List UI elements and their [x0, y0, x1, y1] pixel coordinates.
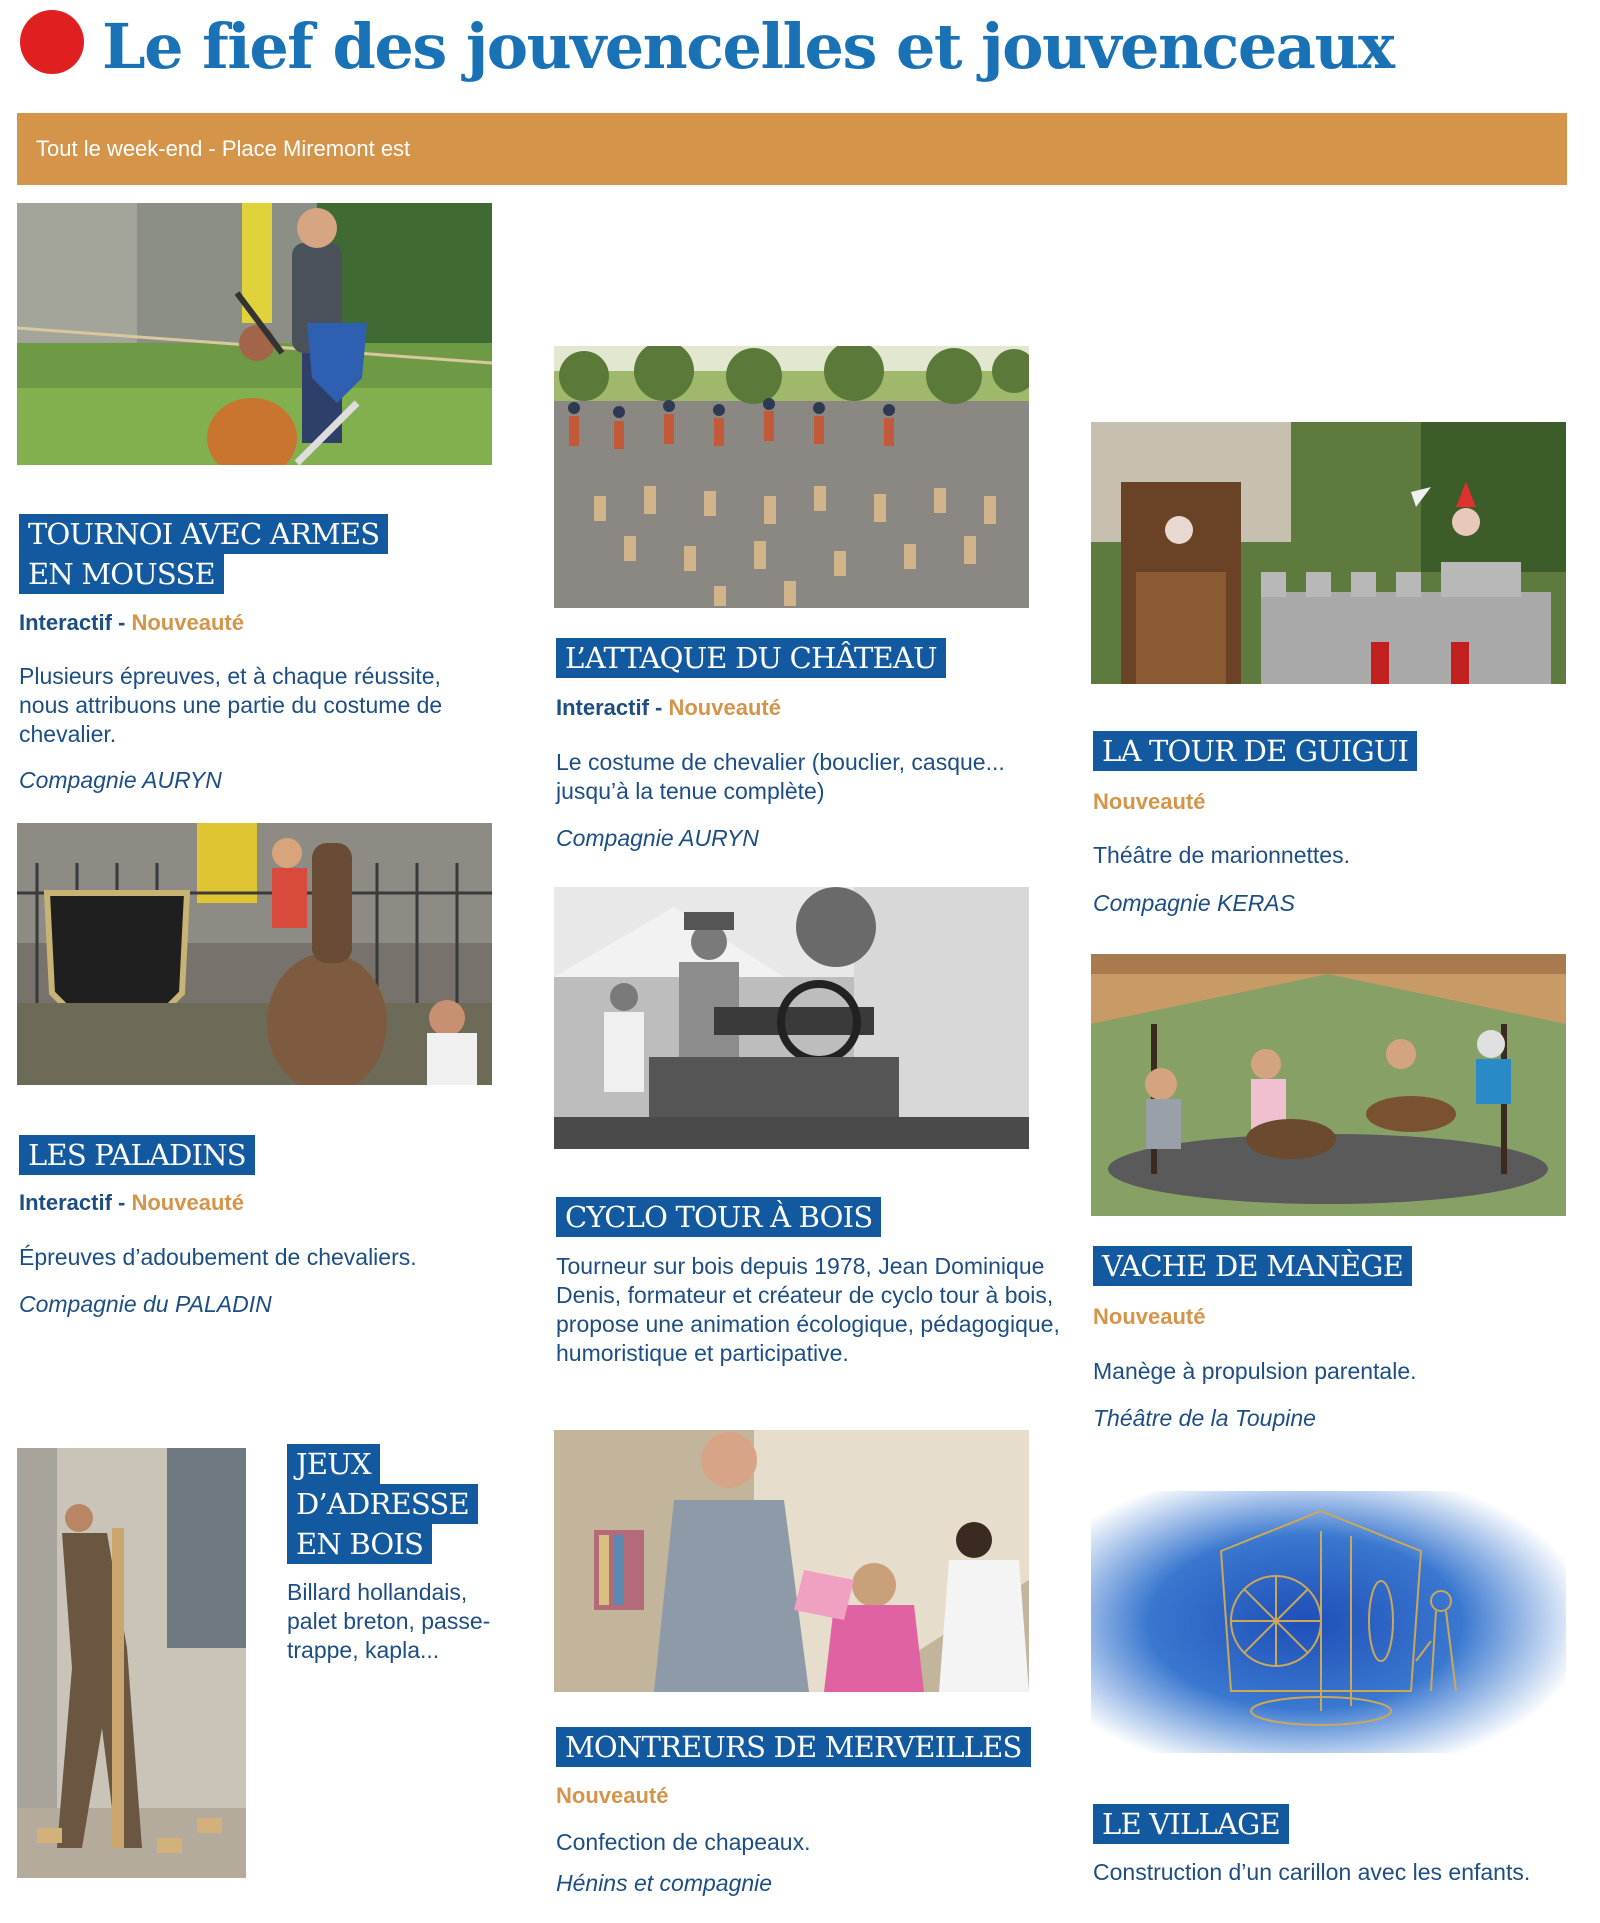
guigui-title: LA TOUR DE GUIGUI — [1093, 731, 1417, 771]
vache-photo — [1091, 954, 1566, 1216]
attaque-tags: Interactif - Nouveauté — [556, 695, 781, 720]
schedule-banner: Tout le week-end - Place Miremont est — [17, 113, 1567, 185]
guigui-company: Compagnie KERAS — [1093, 890, 1295, 916]
cyclo-description: Tourneur sur bois depuis 1978, Jean Dominique Denis, formateur et créateur de cyclo tour à bois, propose une animation écologique, pédagogique, humoristique et participative. — [556, 1253, 1060, 1366]
montreurs-company: Hénins et compagnie — [556, 1870, 773, 1896]
paladins-photo — [17, 823, 492, 1085]
attaque-description: Le costume de chevalier (bouclier, casque... jusqu’à la tenue complète) — [556, 749, 1005, 804]
tournoi-description: Plusieurs épreuves, et à chaque réussite, nous attribuons une partie du costume de chevalier. — [19, 663, 443, 747]
interactif-tag: Interactif — [19, 610, 112, 635]
montreurs-description: Confection de chapeaux. — [556, 1829, 811, 1855]
attaque-title: L’ATTAQUE DU CHÂTEAU — [556, 638, 946, 678]
interactif-tag: Interactif — [556, 695, 649, 720]
guigui-description: Théâtre de marionnettes. — [1093, 842, 1350, 868]
attaque-company: Compagnie AURYN — [556, 825, 759, 851]
village-title: LE VILLAGE — [1093, 1804, 1289, 1844]
tournoi-photo — [17, 203, 492, 465]
tournoi-tags: Interactif - Nouveauté — [19, 610, 244, 635]
nouveaute-tag: Nouveauté — [131, 1190, 244, 1215]
interactif-tag: Interactif — [19, 1190, 112, 1215]
page-title: Le fief des jouvencelles et jouvenceaux — [102, 10, 1394, 83]
cyclo-photo — [554, 887, 1029, 1149]
jeux-photo — [17, 1448, 246, 1878]
village-description: Construction d’un carillon avec les enfants. — [1093, 1859, 1531, 1885]
nouveaute-tag: Nouveauté — [668, 695, 781, 720]
tournoi-title: TOURNOI AVEC ARMES EN MOUSSE — [19, 514, 388, 594]
nouveaute-tag: Nouveauté — [1093, 1304, 1206, 1329]
red-dot-icon — [20, 10, 84, 74]
jeux-description: Billard hollandais, palet breton, passe-trappe, kapla... — [287, 1579, 491, 1663]
nouveaute-tag: Nouveauté — [556, 1783, 669, 1808]
guigui-tags — [1093, 789, 1205, 815]
paladins-company: Compagnie du PALADIN — [19, 1291, 272, 1317]
village-illustration — [1091, 1491, 1566, 1753]
guigui-photo — [1091, 422, 1566, 684]
tournoi-company: Compagnie AURYN — [19, 767, 222, 793]
montreurs-tags — [556, 1783, 668, 1809]
montreurs-photo — [554, 1430, 1029, 1692]
paladins-title: LES PALADINS — [19, 1135, 255, 1175]
vache-title: VACHE DE MANÈGE — [1093, 1246, 1412, 1286]
vache-company: Théâtre de la Toupine — [1093, 1405, 1316, 1431]
attaque-photo — [554, 346, 1029, 608]
paladins-tags: Interactif - Nouveauté — [19, 1190, 244, 1215]
nouveaute-tag: Nouveauté — [1093, 789, 1206, 814]
nouveaute-tag: Nouveauté — [131, 610, 244, 635]
vache-description: Manège à propulsion parentale. — [1093, 1358, 1417, 1384]
cyclo-title: CYCLO TOUR À BOIS — [556, 1197, 881, 1237]
montreurs-title: MONTREURS DE MERVEILLES — [556, 1727, 1031, 1767]
paladins-description: Épreuves d’adoubement de chevaliers. — [19, 1244, 417, 1270]
jeux-title: JEUX D’ADRESSE EN BOIS — [287, 1444, 478, 1564]
vache-tags — [1093, 1304, 1205, 1330]
